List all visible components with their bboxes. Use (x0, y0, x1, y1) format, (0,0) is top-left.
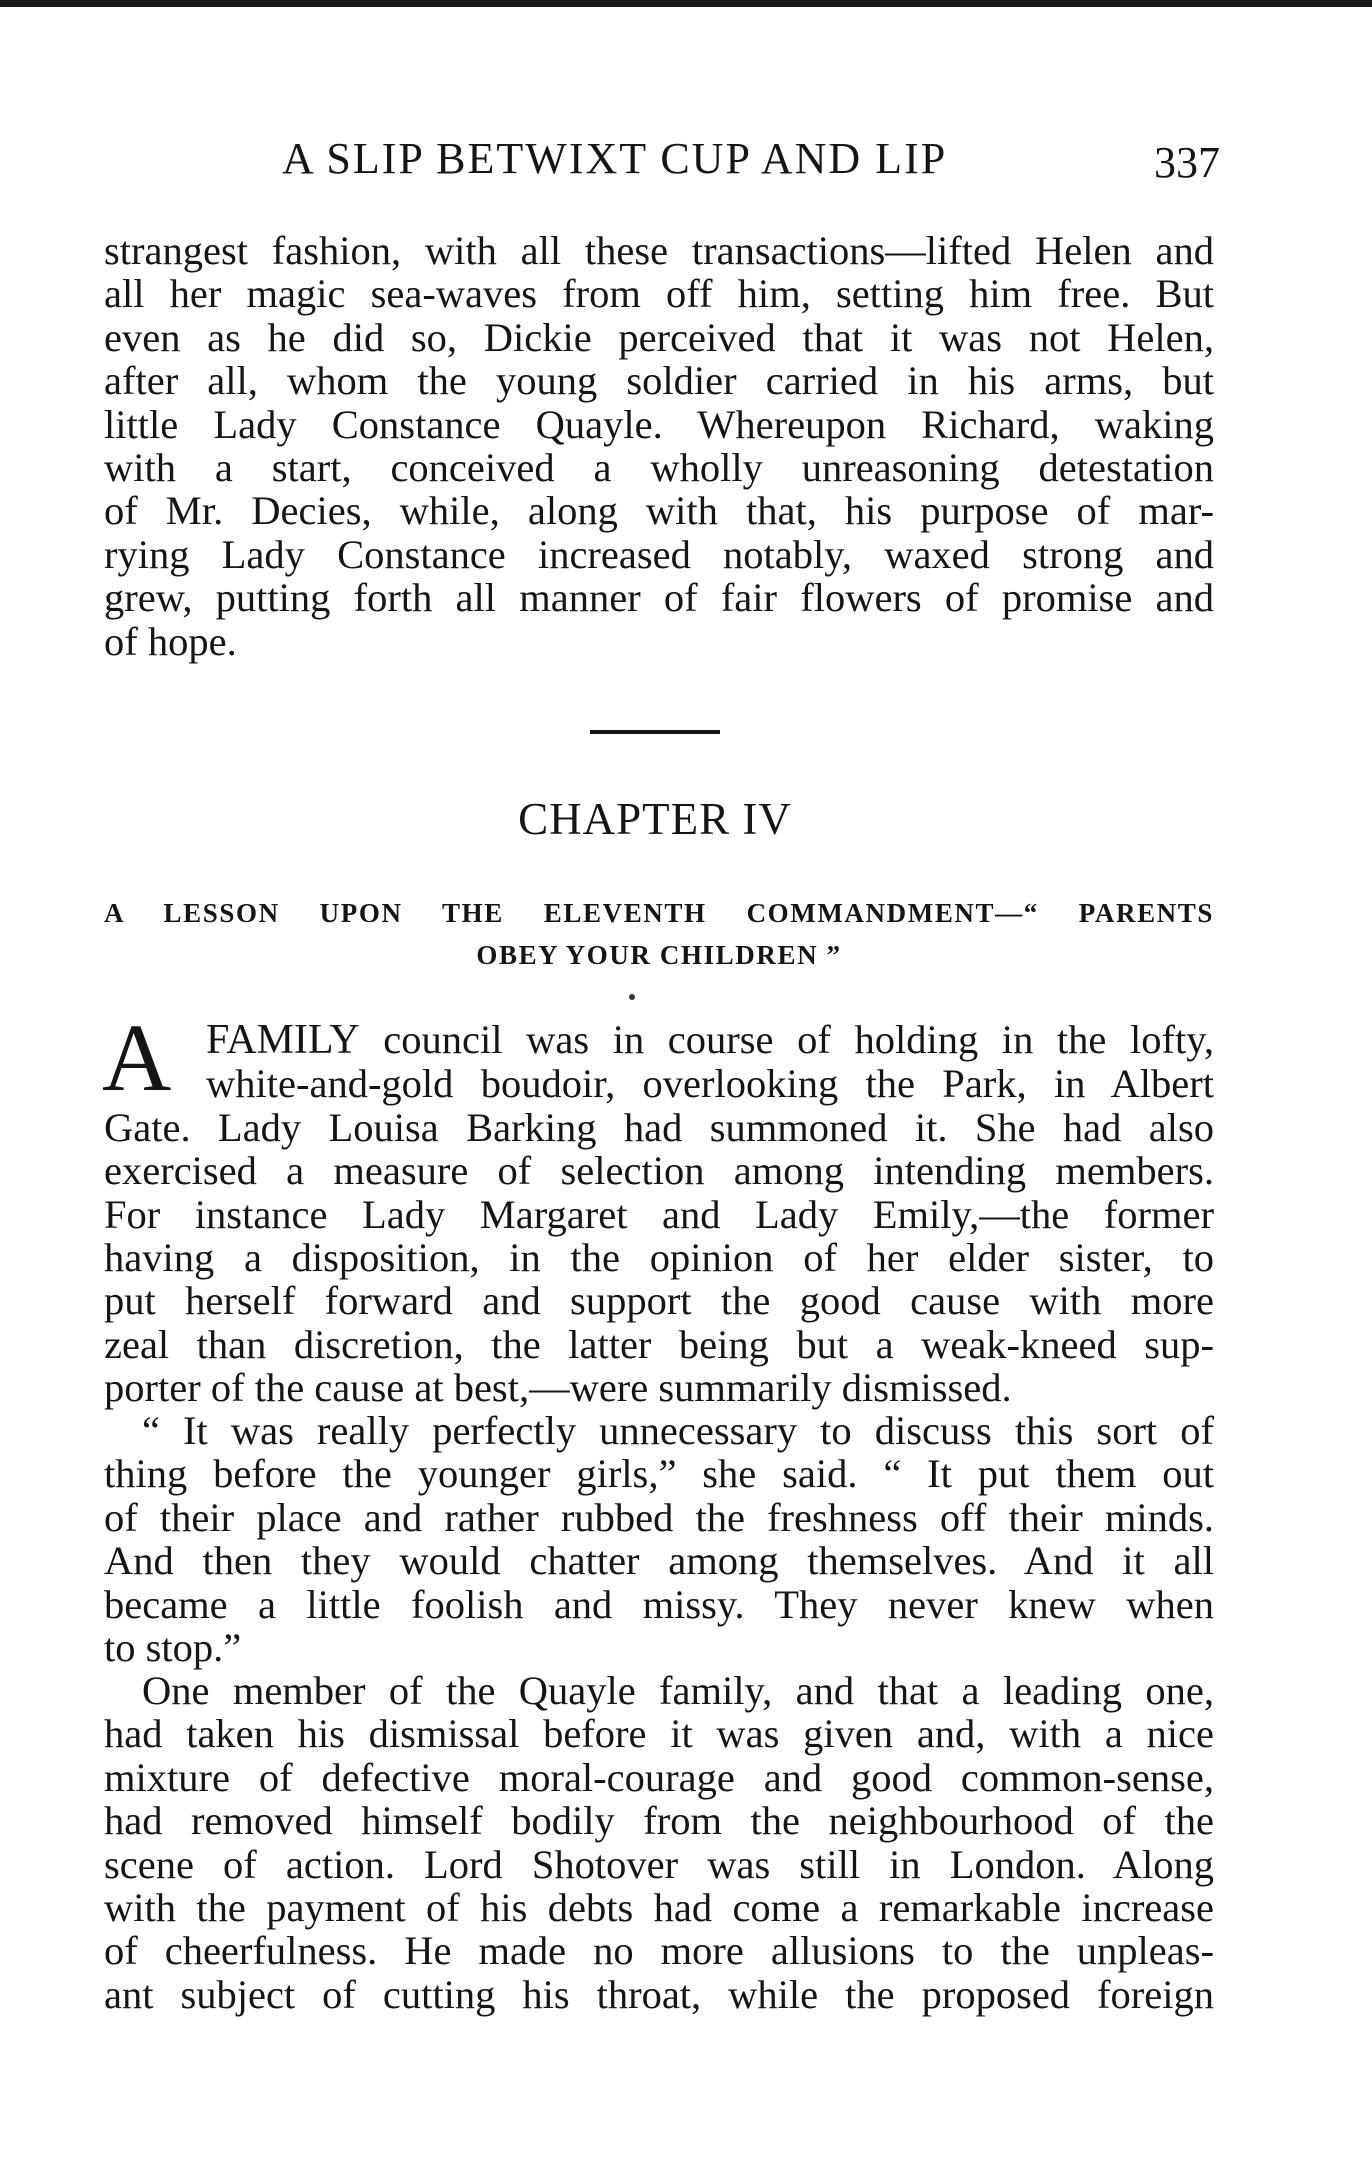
text-line: Gate. Lady Louisa Barking had summoned it. She had also (104, 1104, 1214, 1150)
text-line: had taken his dismissal before it was given and, with a nice (104, 1711, 1214, 1757)
text-line: little Lady Constance Quayle. Whereupon Richard, waking (104, 401, 1214, 447)
opening-word: FAMILY (206, 1017, 360, 1063)
text-line: put herself forward and support the good cause with more (104, 1278, 1214, 1324)
text-line: all her magic sea-waves from off him, setting him free. But (104, 271, 1214, 317)
text-line: And then they would chatter among themselves. And it all (104, 1538, 1214, 1584)
running-title: A SLIP BETWIXT CUP AND LIP (282, 134, 948, 183)
text-line: grew, putting forth all manner of fair flowers of promise and (104, 575, 1214, 621)
top-border-rule (0, 0, 1372, 7)
text-line: rying Lady Constance increased notably, waxed strong and (104, 531, 1214, 577)
text-line: with a start, conceived a wholly unreasoning detestation (104, 445, 1214, 491)
text-line: porter of the cause at best,—were summarily dismissed. (104, 1365, 1012, 1411)
chapter-subtitle-line: OBEY YOUR CHILDREN ” (476, 940, 842, 970)
text-line: thing before the younger girls,” she said. “ It put them out (104, 1451, 1214, 1497)
text-line: mixture of defective moral-courage and good common-sense, (104, 1754, 1214, 1800)
text-line: after all, whom the young soldier carried in his arms, but (104, 358, 1214, 404)
continued-paragraph (104, 229, 1214, 663)
dialogue-paragraph (104, 1409, 1214, 1669)
dot-ornament (629, 994, 635, 1000)
chapter-subtitle-line: A LESSON UPON THE ELEVENTH COMMANDMENT—“ PARENTS (104, 898, 1214, 928)
text-line: had removed himself bodily from the neighbourhood of the (104, 1798, 1214, 1844)
text-line (104, 1018, 1214, 1062)
text-line: scene of action. Lord Shotover was still in London. Along (104, 1841, 1214, 1887)
opening-paragraph (104, 1018, 1214, 1410)
text-line: having a disposition, in the opinion of her elder sister, to (104, 1235, 1214, 1281)
text-line: For instance Lady Margaret and Lady Emily,—the former (104, 1191, 1214, 1237)
text-line: ant subject of cutting his throat, while the proposed foreign (104, 1971, 1214, 2017)
chapter-heading: CHAPTER IV (518, 794, 792, 844)
text-line: One member of the Quayle family, and that a leading one, (142, 1668, 1214, 1713)
text-line: even as he did so, Dickie perceived that it was not Helen, (104, 314, 1214, 360)
text-line: strangest fashion, with all these transactions—lifted Helen and (104, 228, 1214, 273)
text-fragment: council was in course of holding in the lofty, (359, 1017, 1214, 1062)
text-line: exercised a measure of selection among intending members. (104, 1148, 1214, 1194)
text-line: with the payment of his debts had come a remarkable increase (104, 1885, 1214, 1931)
text-line: zeal than discretion, the latter being but a weak-kneed sup- (104, 1321, 1214, 1367)
text-line: white-and-gold boudoir, overlooking the Park, in Albert (206, 1061, 1214, 1107)
narrative-paragraph (104, 1669, 1214, 2016)
text-line: of Mr. Decies, while, along with that, his purpose of mar- (104, 488, 1214, 534)
section-divider-rule (590, 730, 720, 734)
page-number: 337 (1154, 138, 1220, 187)
text-line: of hope. (104, 618, 237, 664)
running-head (100, 133, 1220, 193)
text-line: to stop.” (104, 1625, 242, 1671)
text-line: became a little foolish and missy. They never knew when (104, 1581, 1214, 1627)
text-line: “ It was really perfectly unnecessary to discuss this sort of (142, 1408, 1214, 1453)
text-line: of their place and rather rubbed the freshness off their minds. (104, 1494, 1214, 1540)
drop-cap: A (102, 1004, 172, 1111)
text-line: of cheerfulness. He made no more allusions to the unpleas- (104, 1928, 1214, 1974)
chapter-subtitle (104, 892, 1214, 976)
